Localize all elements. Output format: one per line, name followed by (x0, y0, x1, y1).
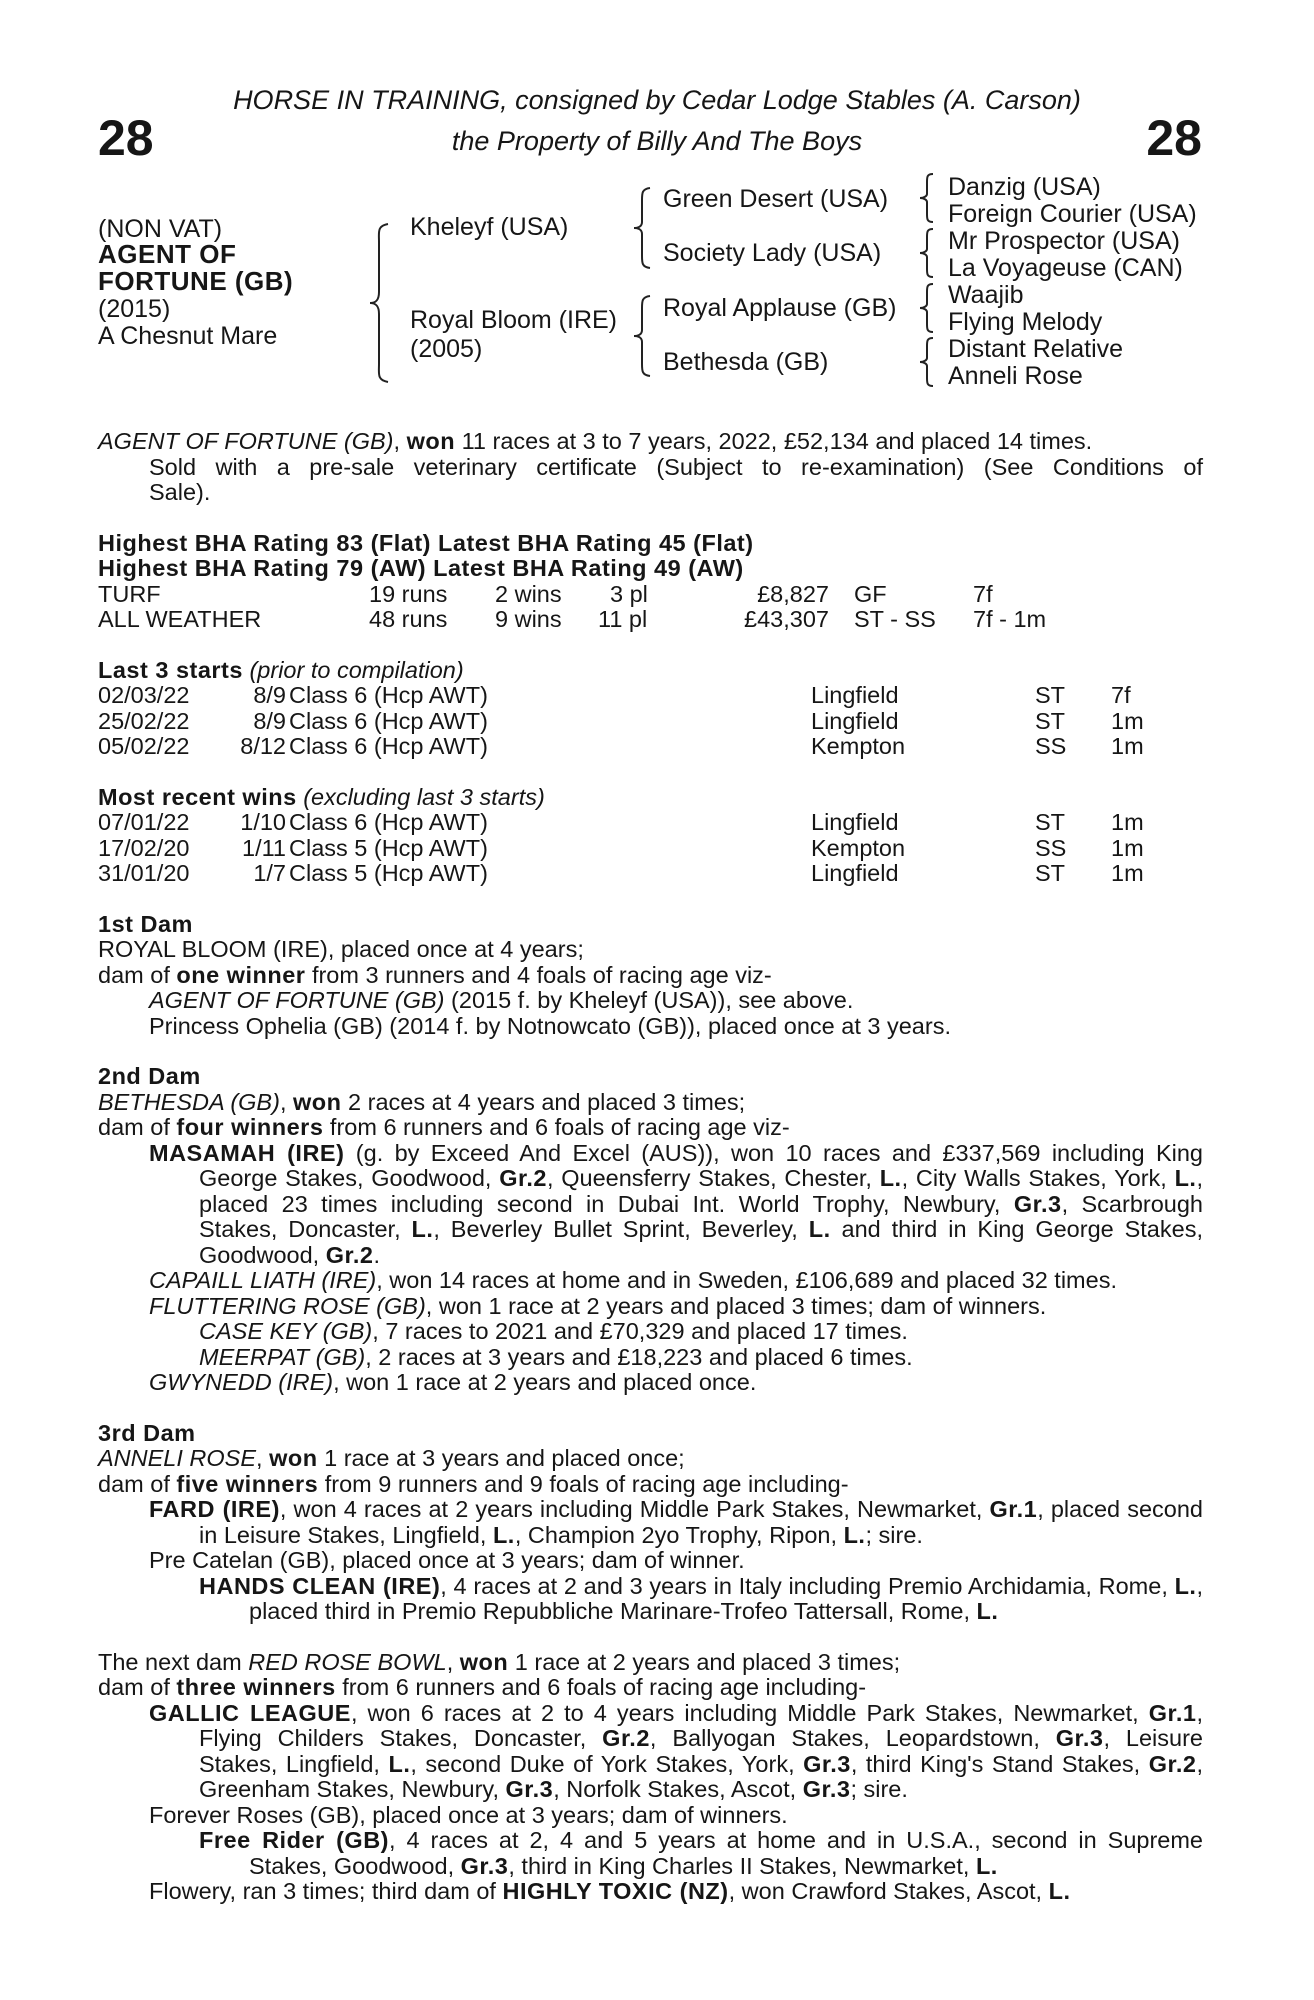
wins: 9 wins (495, 606, 562, 632)
finish-position: 8/9 (253, 707, 286, 734)
grade: L. (976, 1598, 999, 1624)
last-start-row (98, 709, 1203, 735)
text: 2 races at 4 years and placed 3 times; (341, 1088, 746, 1115)
dam-name: RED ROSE BOWL (248, 1648, 447, 1675)
gen3-1: Danzig (USA) (948, 173, 1101, 201)
summary-record: 11 races at 3 to 7 years, 2022, £52,134 and placed 14 times. (455, 428, 1093, 454)
going: GF (854, 580, 887, 607)
catalogue-body (98, 429, 1203, 1905)
prize: £43,307 (744, 606, 829, 632)
text: , won 6 races at 2 to 4 years including Middle Park Stakes, Newmarket, (350, 1699, 1149, 1726)
grade: Gr.3 (802, 1776, 851, 1802)
last-3-heading (98, 658, 1203, 684)
recent-win-row (98, 810, 1203, 836)
produce-name: CASE KEY (GB) (199, 1318, 373, 1344)
gen3-5: Waajib (948, 281, 1024, 309)
text: , 7 races to 2021 and £70,329 and placed 17 times. (372, 1318, 908, 1344)
second-dam-line-1 (98, 1090, 1203, 1116)
text: , Leisure Stakes, Lingfield, (199, 1725, 1203, 1777)
course: Lingfield (811, 707, 899, 734)
text: , City Walls Stakes, York, (901, 1165, 1175, 1191)
sire-dam: Society Lady (USA) (663, 239, 882, 267)
grade: L. (411, 1216, 434, 1242)
distance: 7f - 1m (973, 606, 1047, 632)
race-date: 17/02/20 (98, 834, 190, 861)
text: , Greenham Stakes, Newbury, (199, 1750, 1203, 1802)
horse-name-line2: FORTUNE (GB) (98, 266, 294, 296)
text: Flowery, ran 3 times; third dam of (149, 1878, 503, 1904)
winner-count: four winners (176, 1114, 324, 1140)
text: dam of (98, 1674, 177, 1700)
sire-sire: Green Desert (USA) (663, 185, 889, 213)
brace-gen3-4 (918, 336, 936, 388)
text: dam of (98, 1470, 177, 1497)
distance: 7f (1111, 682, 1131, 708)
vat-status: (NON VAT) (98, 215, 223, 243)
text: , won Crawford Stakes, Ascot, (728, 1878, 1049, 1904)
course: Lingfield (811, 860, 899, 886)
distance: 1m (1111, 733, 1144, 759)
summary-line-2: Sold with a pre-sale veterinary certificate (Subject to re-examination) (See Conditions of (149, 453, 1203, 480)
race-date: 25/02/22 (98, 707, 190, 734)
text: , 4 races at 2, 4 and 5 years at home and in U.S.A., second in Supreme Stakes, Goodwood, (249, 1827, 1204, 1879)
produce-name: FLUTTERING ROSE (GB) (149, 1292, 426, 1319)
going: ST (1035, 707, 1066, 734)
text: 1 race at 2 years and placed 3 times; (508, 1648, 901, 1675)
last-start-row (98, 683, 1203, 709)
text: , 4 races at 2 and 3 years in Italy including Premio Archidamia, Rome, (440, 1572, 1175, 1599)
gen3-4: La Voyageuse (CAN) (948, 254, 1183, 282)
next-dam-line-1 (98, 1650, 1203, 1676)
second-dam-line-2 (98, 1115, 1203, 1141)
grade: L. (975, 1852, 998, 1879)
first-dam-section (98, 912, 1203, 1040)
text: , won 1 race at 2 years and placed once. (333, 1369, 757, 1395)
grade: L. (1174, 1572, 1197, 1599)
text: , second Duke of York Stakes, York, (410, 1750, 804, 1777)
text: , placed 23 times including second in Dubai Int. World Trophy, Newbury, (199, 1165, 1203, 1217)
dam-year: (2005) (410, 335, 483, 363)
distance: 1m (1111, 834, 1144, 861)
summary-line-1: AGENT OF FORTUNE (GB), won 11 races at 3 to 7 years, 2022, £52,134 and placed 14 times. (98, 428, 1093, 454)
text: from 6 runners and 6 foals of racing age viz- (323, 1114, 790, 1140)
race-date: 31/01/20 (98, 860, 190, 886)
third-dam-line-2 (98, 1472, 1203, 1498)
fard-entry (98, 1497, 1203, 1548)
finish-position: 1/11 (242, 834, 286, 861)
grade: Gr.3 (803, 1750, 851, 1777)
brace-gen3-2 (918, 227, 936, 279)
text: , Ballyogan Stakes, Leopardstown, (649, 1725, 1056, 1751)
going: ST (1035, 809, 1066, 835)
grade: Gr.3 (1013, 1190, 1062, 1217)
finish-position: 8/9 (253, 682, 286, 708)
last-3-starts-section (98, 658, 1203, 760)
won-label: won (406, 428, 456, 454)
produce-name: HANDS CLEAN (IRE) (199, 1572, 441, 1599)
grade: Gr.2 (325, 1241, 374, 1268)
text: , Beverley Bullet Sprint, Beverley, (433, 1216, 809, 1242)
comma: , (446, 1648, 460, 1675)
race-class: Class 5 (Hcp AWT) (289, 860, 488, 886)
first-dam-produce-1 (98, 988, 1203, 1014)
horse-year: (2015) (98, 295, 171, 323)
lot-number-left: 28 (98, 110, 154, 166)
text: , placed second in Leisure Stakes, Lingfield, (199, 1496, 1203, 1548)
next-dam-line-2 (98, 1675, 1203, 1701)
prize: £8,827 (757, 580, 829, 607)
course: Lingfield (811, 809, 899, 835)
surface: TURF (98, 580, 161, 607)
text: , Champion 2yo Trophy, Ripon, (514, 1521, 844, 1548)
gen3-7: Distant Relative (948, 335, 1124, 363)
pre-catelan-entry: Pre Catelan (GB), placed once at 3 years; dam of winner. (149, 1547, 745, 1573)
brace-gen2-sire (632, 186, 654, 270)
produce-name: AGENT OF FORTUNE (GB) (149, 987, 445, 1013)
text: , won 4 races at 2 years including Middle Park Stakes, Newmarket, (279, 1496, 990, 1522)
second-dam-title: 2nd Dam (98, 1063, 201, 1089)
case-key-entry (98, 1319, 1203, 1345)
gwynedd-entry (98, 1370, 1203, 1396)
runs: 19 runs (369, 580, 448, 607)
distance: 1m (1111, 707, 1144, 734)
flowery-entry (98, 1879, 1203, 1905)
next-dam-section (98, 1650, 1203, 1905)
last-3-note: (prior to compilation) (249, 656, 464, 683)
produce-name: FARD (IRE) (149, 1496, 280, 1522)
text: , 2 races at 3 years and £18,223 and placed 6 times. (365, 1343, 913, 1370)
hands-clean-entry (98, 1574, 1203, 1625)
ratings-section (98, 531, 1203, 633)
first-dam-title: 1st Dam (98, 910, 193, 937)
lot-number-right: 28 (1146, 110, 1202, 166)
finish-position: 8/12 (240, 733, 286, 759)
grade: Gr.3 (505, 1776, 554, 1802)
header-property: the Property of Billy And The Boys (451, 126, 863, 156)
text: , Norfolk Stakes, Ascot, (553, 1776, 803, 1802)
winner-count: one winner (176, 961, 306, 988)
race-class: Class 6 (Hcp AWT) (289, 809, 488, 835)
grade: Gr.1 (989, 1496, 1038, 1522)
race-class: Class 6 (Hcp AWT) (289, 733, 488, 759)
meerpat-entry (98, 1345, 1203, 1371)
race-date: 07/01/22 (98, 809, 190, 835)
dam-name: ANNELI ROSE (98, 1445, 257, 1471)
grade: Gr.3 (460, 1852, 509, 1879)
won-label: won (459, 1648, 509, 1675)
turf-row (98, 582, 1203, 608)
grade: Gr.1 (1148, 1699, 1197, 1726)
text: from 3 runners and 4 foals of racing age viz- (305, 961, 772, 988)
summary-line-3: Sale). (149, 479, 211, 505)
race-class: Class 5 (Hcp AWT) (289, 834, 488, 861)
forever-roses-entry: Forever Roses (GB), placed once at 3 years; dam of winners. (149, 1801, 788, 1828)
text: from 9 runners and 9 foals of racing age including- (318, 1470, 849, 1497)
produce-name: GALLIC LEAGUE (149, 1699, 351, 1726)
text: , Scarbrough Stakes, Doncaster, (199, 1190, 1203, 1242)
recent-wins-section (98, 785, 1203, 887)
summary-horse-name: AGENT OF FORTUNE (GB) (98, 428, 394, 454)
grade: Gr.2 (602, 1725, 650, 1751)
grade: L. (808, 1216, 831, 1242)
text: dam of (98, 961, 177, 988)
race-class: Class 6 (Hcp AWT) (289, 707, 488, 734)
dam-dam: Bethesda (GB) (663, 348, 829, 376)
distance: 7f (973, 580, 993, 607)
won-label: won (293, 1088, 342, 1115)
text: , third in King Charles II Stakes, Newmarket, (508, 1852, 976, 1879)
text: ; sire. (865, 1521, 923, 1548)
recent-wins-title: Most recent wins (98, 783, 297, 810)
text: , Flying Childers Stakes, Doncaster, (199, 1699, 1204, 1751)
ratings-aw: Highest BHA Rating 79 (AW) Latest BHA Rating 49 (AW) (98, 555, 744, 581)
dam-name: BETHESDA (GB) (98, 1088, 280, 1115)
text: , won 14 races at home and in Sweden, £106,689 and placed 32 times. (376, 1267, 1117, 1293)
third-dam-section (98, 1421, 1203, 1625)
recent-wins-heading (98, 785, 1203, 811)
runs: 48 runs (369, 606, 448, 632)
last-start-row (98, 734, 1203, 760)
winner-count: five winners (176, 1470, 319, 1497)
course: Kempton (811, 733, 906, 759)
going: SS (1035, 834, 1067, 861)
going: ST (1035, 860, 1066, 886)
grade: Gr.2 (1148, 1750, 1197, 1777)
horse-description: A Chesnut Mare (98, 322, 278, 350)
grade: Gr.3 (1055, 1725, 1104, 1751)
going: SS (1035, 733, 1067, 759)
grade: L. (388, 1750, 411, 1777)
race-date: 02/03/22 (98, 682, 190, 708)
dam-name: Royal Bloom (IRE) (410, 306, 617, 334)
produce-name: Free Rider (GB) (199, 1827, 390, 1853)
course: Kempton (811, 834, 906, 861)
produce-name: CAPAILL LIATH (IRE) (149, 1267, 377, 1293)
header-consignor: HORSE IN TRAINING, consigned by Cedar Lodge Stables (A. Carson) (233, 85, 1081, 115)
finish-position: 1/7 (253, 860, 286, 886)
grade: L. (1174, 1165, 1197, 1191)
text: , third King's Stand Stakes, (850, 1750, 1149, 1777)
brace-gen3-1 (918, 172, 936, 224)
text: The next dam (98, 1648, 249, 1675)
distance: 1m (1111, 809, 1144, 835)
text: , won 1 race at 2 years and placed 3 times; dam of winners. (425, 1292, 1047, 1319)
grade: L. (492, 1521, 515, 1548)
produce-name: MASAMAH (IRE) (149, 1139, 345, 1166)
first-dam-produce-2: Princess Ophelia (GB) (2014 f. by Notnowcato (GB)), placed once at 3 years. (149, 1012, 951, 1039)
brace-gen1 (368, 222, 396, 384)
text: 1 race at 3 years and placed once; (317, 1445, 685, 1471)
brace-gen3-3 (918, 282, 936, 334)
second-dam-section (98, 1064, 1203, 1396)
grade: L. (843, 1521, 866, 1548)
text: (g. by Exceed And Excel (AUS)), won 10 races and £337,569 including King George Stakes, Goodwood, (199, 1139, 1203, 1191)
third-dam-title: 3rd Dam (98, 1419, 196, 1446)
fluttering-rose-entry (98, 1294, 1203, 1320)
comma: , (256, 1445, 270, 1471)
race-date: 05/02/22 (98, 733, 190, 759)
gen3-8: Anneli Rose (948, 362, 1083, 390)
text: . (373, 1241, 380, 1268)
produce-details: (2015 f. by Kheleyf (USA)), see above. (444, 987, 854, 1013)
masamah-entry (98, 1141, 1203, 1269)
text: , placed third in Premio Repubbliche Marinare-Trofeo Tattersall, Rome, (249, 1572, 1203, 1624)
grade: L. (1048, 1878, 1071, 1904)
placed: 3 pl (610, 580, 648, 607)
first-dam-line-1: ROYAL BLOOM (IRE), placed once at 4 years; (98, 936, 584, 962)
grade: Gr.2 (499, 1165, 547, 1191)
gen3-2: Foreign Courier (USA) (948, 200, 1197, 228)
gallic-league-entry (98, 1701, 1203, 1803)
summary-paragraph (98, 429, 1203, 506)
recent-wins-note: (excluding last 3 starts) (303, 783, 545, 810)
free-rider-entry (98, 1828, 1203, 1879)
winner-count: three winners (176, 1674, 336, 1700)
sire-name: Kheleyf (USA) (410, 213, 569, 241)
last-3-title: Last 3 starts (98, 656, 243, 683)
capaill-liath-entry (98, 1268, 1203, 1294)
surface: ALL WEATHER (98, 606, 262, 632)
produce-name: HIGHLY TOXIC (NZ) (502, 1878, 729, 1904)
text: from 6 runners and 6 foals of racing age including- (335, 1674, 867, 1700)
gen3-3: Mr Prospector (USA) (948, 227, 1180, 255)
gen3-6: Flying Melody (948, 308, 1103, 336)
horse-name-line1: AGENT OF (98, 239, 237, 269)
text: and third in King George Stakes, Goodwood, (199, 1216, 1203, 1268)
course: Lingfield (811, 682, 899, 708)
all-weather-row (98, 607, 1203, 633)
produce-name: MEERPAT (GB) (199, 1343, 366, 1370)
finish-position: 1/10 (240, 809, 286, 835)
distance: 1m (1111, 860, 1144, 886)
wins: 2 wins (495, 580, 562, 607)
text: , Queensferry Stakes, Chester, (546, 1165, 880, 1191)
placed: 11 pl (598, 606, 648, 632)
comma: , (279, 1088, 293, 1115)
recent-win-row (98, 836, 1203, 862)
recent-win-row (98, 861, 1203, 887)
ratings-flat: Highest BHA Rating 83 (Flat) Latest BHA Rating 45 (Flat) (98, 529, 754, 556)
first-dam-line-2 (98, 963, 1203, 989)
text: ; sire. (850, 1776, 908, 1802)
brace-gen2-dam (632, 294, 654, 378)
produce-name: GWYNEDD (IRE) (149, 1369, 334, 1395)
going: ST - SS (854, 606, 936, 632)
grade: L. (879, 1165, 902, 1191)
dam-sire: Royal Applause (GB) (663, 294, 897, 322)
text: dam of (98, 1114, 177, 1140)
won-label: won (269, 1445, 318, 1471)
third-dam-line-1 (98, 1446, 1203, 1472)
going: ST (1035, 682, 1066, 708)
race-class: Class 6 (Hcp AWT) (289, 682, 488, 708)
